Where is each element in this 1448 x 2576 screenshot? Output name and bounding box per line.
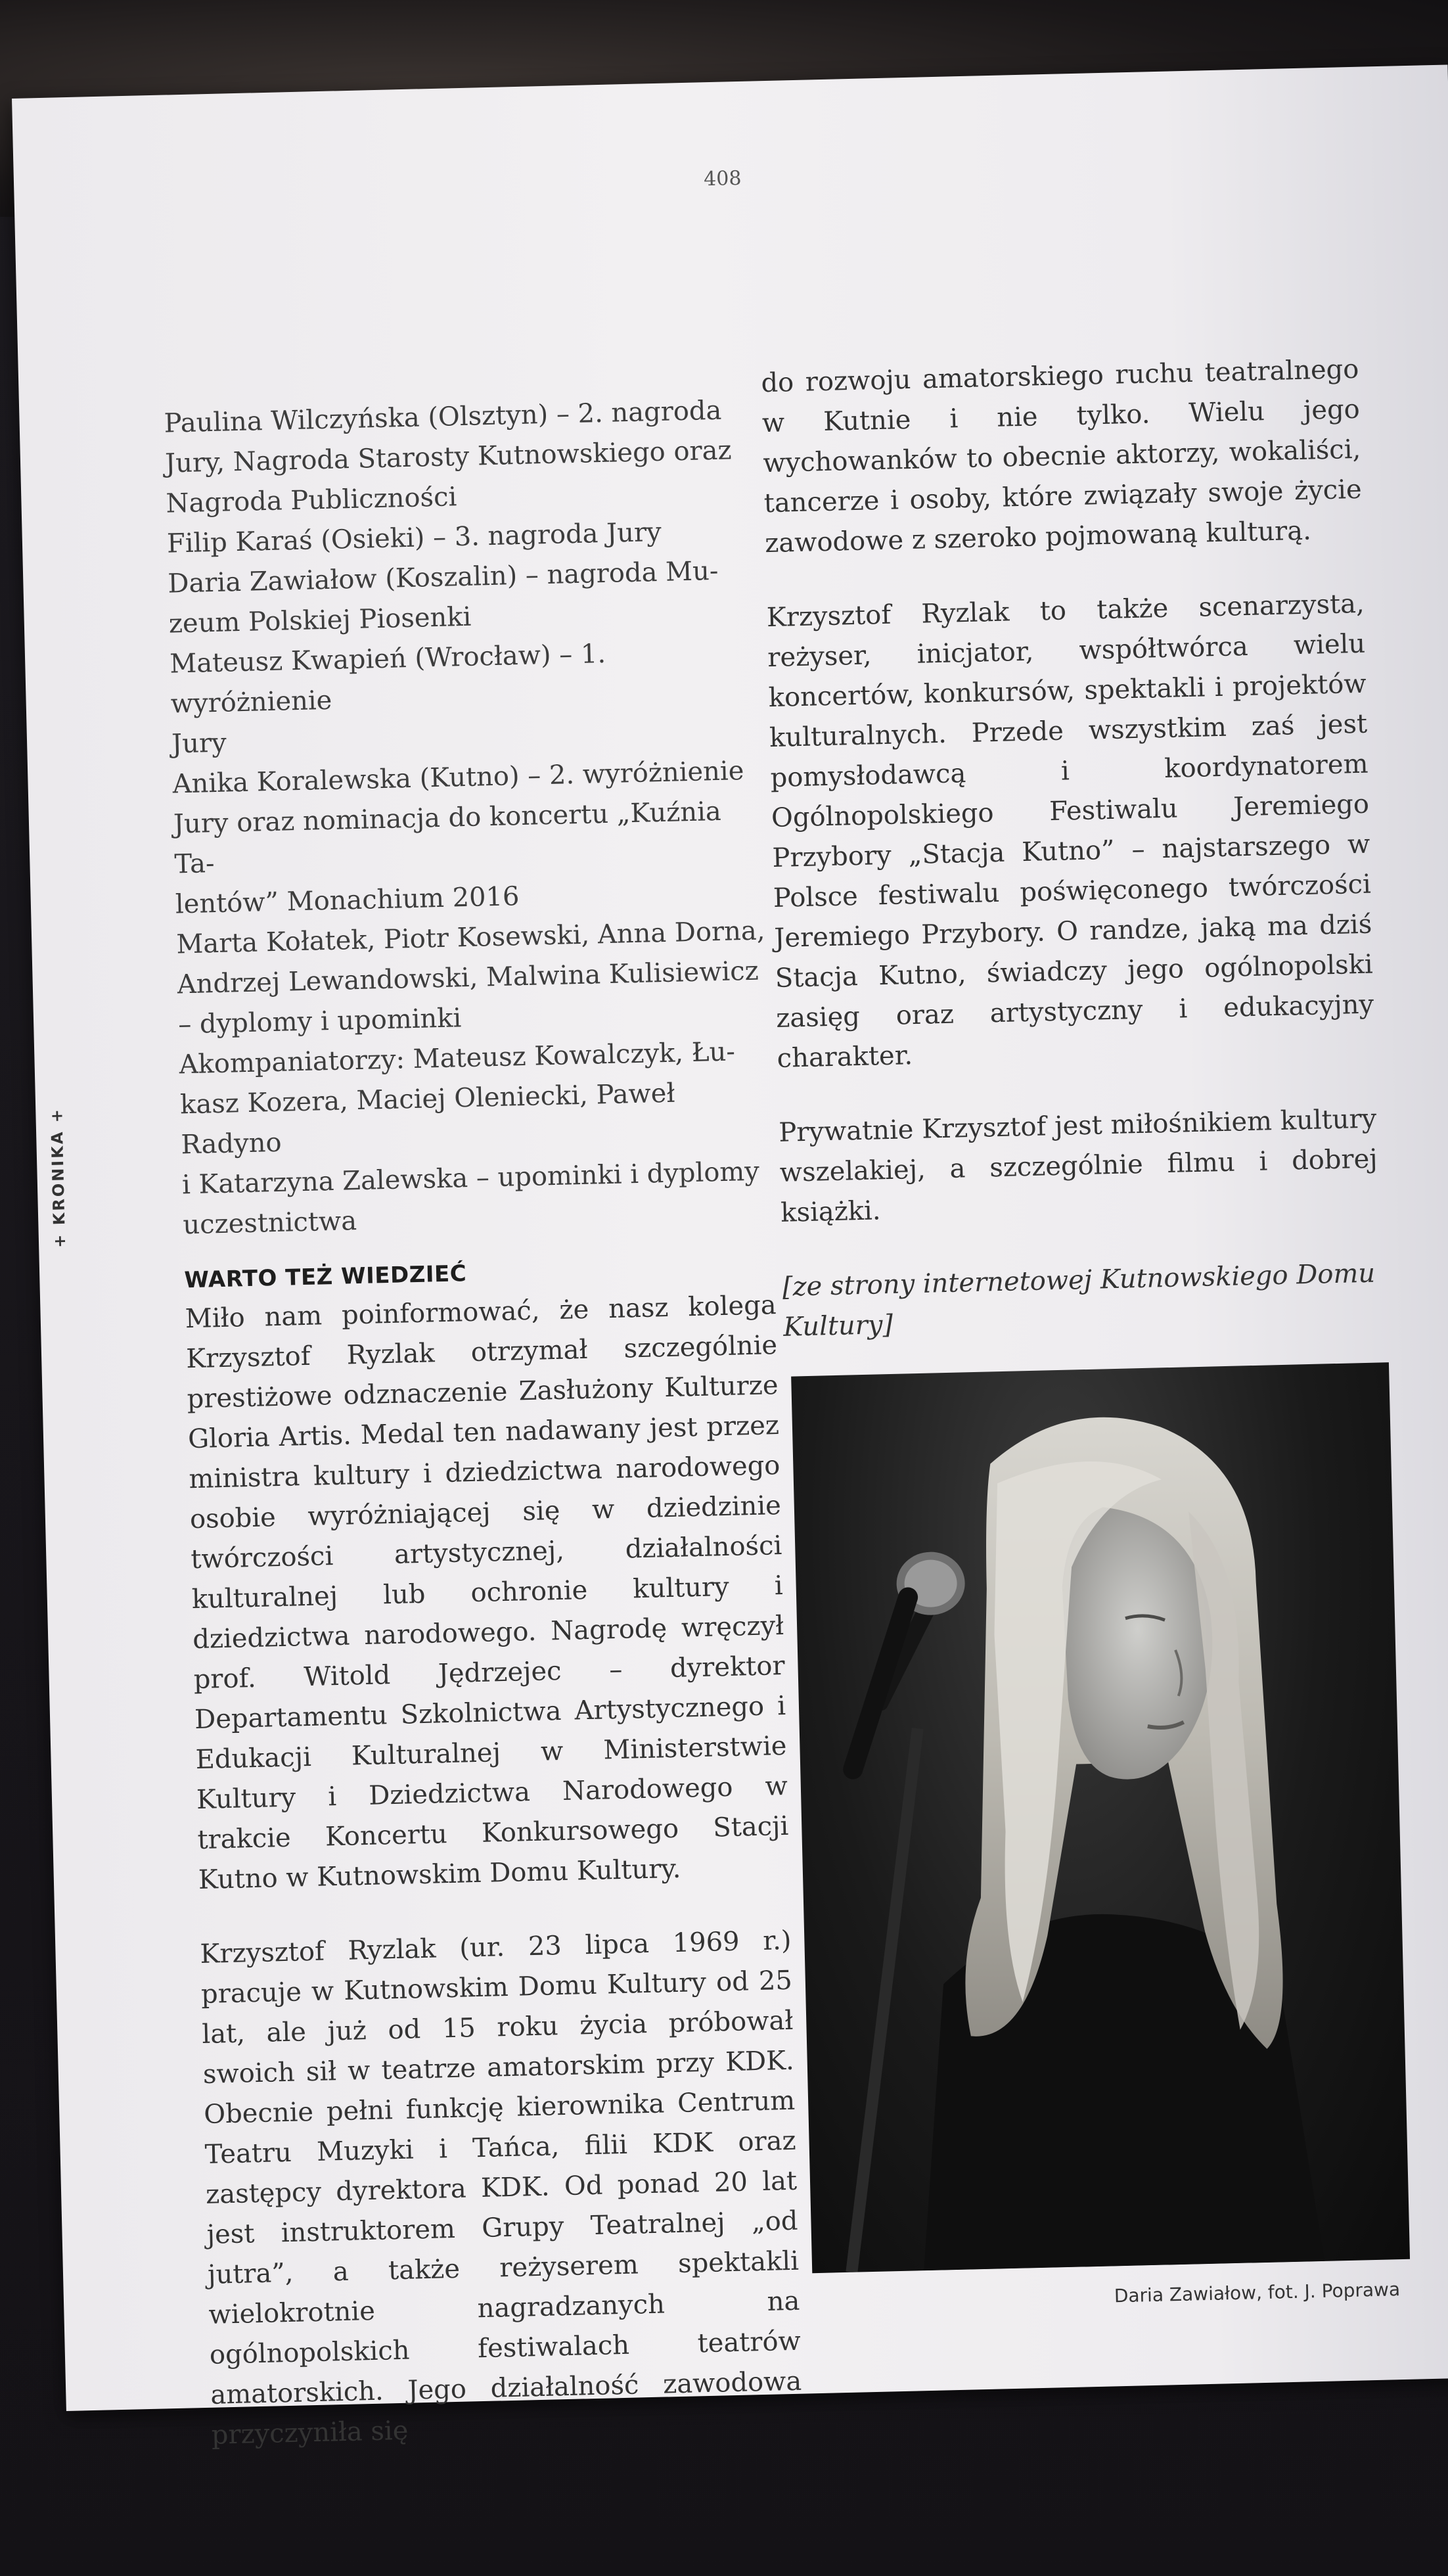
left-column	[164, 390, 803, 2455]
award-line: Jury, Nagroda Starosty Kutnowskiego oraz	[164, 435, 733, 479]
award-line: Andrzej Lewandowski, Malwina Kulisiewicz	[177, 955, 759, 1000]
page-number: 408	[703, 166, 742, 191]
award-line: Akompaniatorzy: Mateusz Kowalczyk, Łu-	[179, 1036, 736, 1080]
book-page	[12, 64, 1448, 2450]
section-heading: WARTO TEŻ WIEDZIEĆ	[183, 1260, 467, 1294]
award-line: Jury	[171, 727, 227, 760]
performer-photo-illustration	[791, 1362, 1410, 2273]
award-line: Paulina Wilczyńska (Olsztyn) – 2. nagroda	[164, 395, 722, 439]
award-line: zeum Polskiej Piosenki	[168, 601, 472, 639]
award-line: uczestnictwa	[182, 1206, 357, 1241]
award-line: Marta Kołatek, Piotr Kosewski, Anna Dorna,	[175, 915, 765, 960]
paragraph: do rozwoju amatorskiego ruchu teatralnego w Kutnie i nie tylko. Wielu jego wychowanków to obecnie aktorzy, wokaliści, tancerze i osoby, które związały swoje życie zawodowe z szeroko pojmowaną kulturą.	[760, 354, 1363, 559]
award-line: Anika Koralewska (Kutno) – 2. wyróżnienie	[172, 756, 744, 800]
performer-photo	[791, 1362, 1410, 2273]
paragraph: Krzysztof Ryzlak (ur. 23 lipca 1969 r.) pracuje w Kutnowskim Domu Kultury od 25 lat, ale już od 15 roku życia próbował swoich sił w teatrze amatorskim przy KDK. Obecnie pełni funkcję kierownika Centrum Teatru Muzyki i Tańca, filii KDK oraz zastępcy dyrektora KDK. Od ponad 20 lat jest instruktorem Grupy Teatralnej „od jutra”, a także reżyserem spektakli wielokrotnie nagradzanych na ogólnopolskich festiwalach teatrów amatorskich. Jego działalność zawodowa przyczyniła się	[200, 1925, 802, 2450]
award-line: Filip Karaś (Osieki) – 3. nagroda Jury	[166, 517, 662, 559]
right-column	[761, 350, 1405, 2317]
paragraph: Prywatnie Krzysztof jest miłośnikiem kultury wszelakiej, a szczególnie filmu i dobrej książki.	[778, 1103, 1378, 1228]
award-line: Jury oraz nominacja do koncertu „Kuźnia Ta-	[173, 796, 722, 880]
paragraph: Miło nam poinformować, że nasz kolega Krzysztof Ryzlak otrzymał szczególnie prestiżowe odznaczenie Zasłużony Kulturze Gloria Artis. Medal ten nadawany jest przez ministra kultury i dziedzictwa narodowego osobie wyróżniającej się w dziedzinie twórczości artystycznej, działalności kulturalnej lub ochronie kultury i dziedzictwa narodowego. Nagrodę wręczył prof. Witold Jędrzejec – dyrektor Departamentu Szkolnictwa Artystycznego i Edukacji Kulturalnej w Ministerstwie Kultury i Dziedzictwa Narodowego w trakcie Koncertu Konkursowego Stacji Kutno w Kutnowskim Domu Kultury.	[185, 1290, 789, 1896]
award-line: Nagroda Publiczności	[166, 482, 457, 519]
awards-list	[164, 390, 775, 1245]
award-line: lentów” Monachium 2016	[175, 881, 520, 920]
award-line: kasz Kozera, Maciej Oleniecki, Paweł Radyno	[179, 1078, 675, 1161]
photo-caption: Daria Zawiałow, fot. J. Poprawa	[1114, 2278, 1401, 2307]
award-line: – dyplomy i upominki	[177, 1003, 462, 1040]
award-line: i Katarzyna Zalewska – upominki i dyplomy	[181, 1156, 760, 1201]
award-line: Mateusz Kwapień (Wrocław) – 1. wyróżnienie	[169, 638, 606, 720]
section-side-label: + KRONIKA +	[47, 1107, 70, 1249]
paragraph: Krzysztof Ryzlak to także scenarzysta, reżyser, inicjator, współtwórca wielu koncertów, konkursów, spektakli i projektów kulturalnych. Przede wszystkim zaś jest pomysłodawcą i koordynatorem Ogólnopolskiego Festiwalu Jeremiego Przybory „Stacja Kutno” – najstarszego w Polsce festiwalu poświęconego twórczości Jeremiego Przybory. O randze, jaką ma dziś Stacja Kutno, świadczy jego ogólnopolski zasięg oraz artystyczny i edukacyjny charakter.	[766, 588, 1374, 1074]
award-line: Daria Zawiałow (Koszalin) – nagroda Mu-	[167, 555, 719, 599]
source-note: [ze strony internetowej Kutnowskiego Domu Kultury]	[782, 1258, 1376, 1343]
